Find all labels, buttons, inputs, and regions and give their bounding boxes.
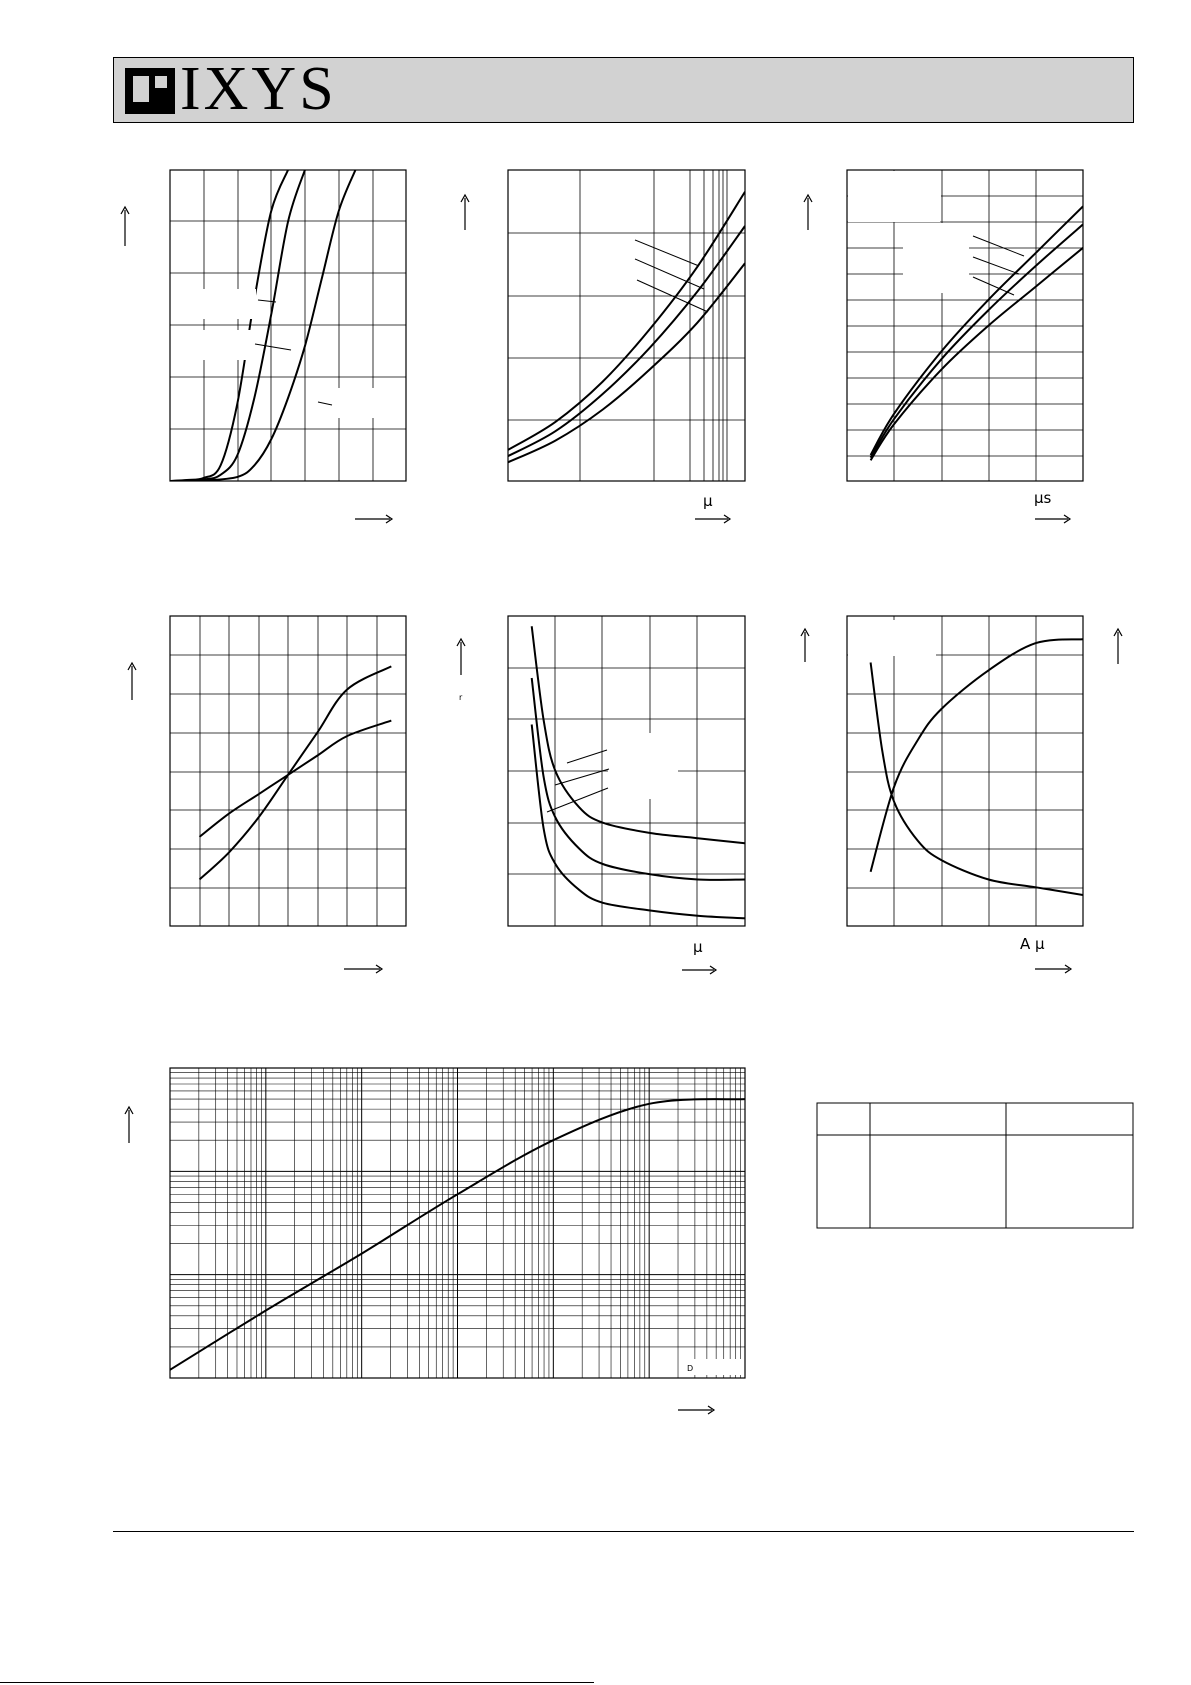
chart-3-unit-label: µs <box>1034 489 1052 507</box>
chart-7-corner-label: D <box>687 1364 694 1373</box>
footer-rule <box>113 1531 1134 1532</box>
chart-1-legend-box <box>334 388 374 418</box>
brand-name: IXYS <box>180 55 337 123</box>
chart-6-frame <box>847 616 1083 926</box>
chart-5-legend-box <box>608 733 678 799</box>
chart-7-plot <box>170 1068 745 1378</box>
chart-6-unit-label: A µ <box>1020 935 1045 953</box>
chart-1-frame <box>170 170 406 481</box>
chart-6-plot <box>847 616 1083 926</box>
chart-1-legend-box <box>200 289 256 319</box>
chart-6-legend-box <box>848 620 936 656</box>
chart-4-plot <box>170 616 406 926</box>
chart-1-legend-box <box>200 330 254 360</box>
table-frame <box>817 1103 1133 1228</box>
chart-2-unit-label: µ <box>703 492 713 510</box>
chart-2-plot <box>508 170 745 481</box>
chart-5-r-label: r <box>459 693 463 702</box>
bottom-edge-rule <box>0 1682 594 1683</box>
chart-2-frame <box>508 170 745 481</box>
chart-3-legend-box <box>848 172 940 222</box>
chart-1-plot <box>170 170 406 481</box>
chart-5-unit-label: µ <box>693 938 703 956</box>
parameter-table <box>817 1103 1133 1228</box>
chart-3-legend-box <box>905 232 969 292</box>
